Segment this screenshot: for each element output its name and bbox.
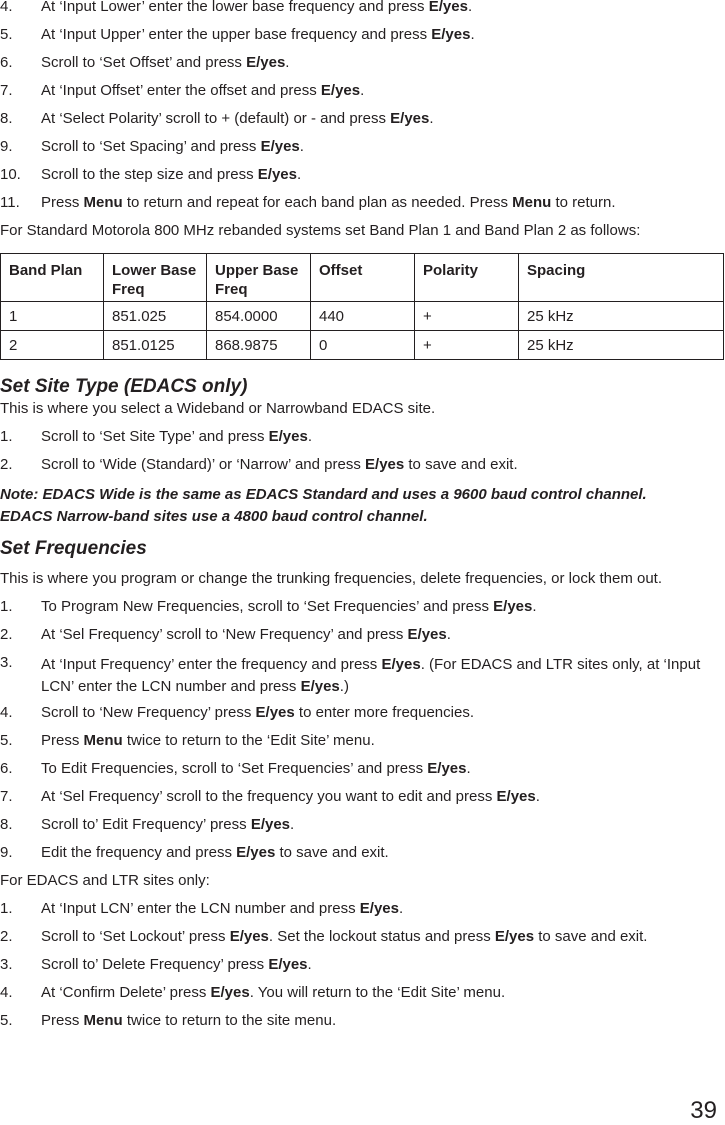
list-item: 5. At ‘Input Upper’ enter the upper base frequency and press E/yes. [0,26,475,43]
table-row [1,302,724,331]
column-header: Upper Base Freq [207,254,311,302]
list-item: 4. At ‘Confirm Delete’ press E/yes. You will return to the ‘Edit Site’ menu. [0,984,506,1001]
table-cell: 25 kHz [519,302,724,331]
list-item: 5. Press Menu twice to return to the ‘Edit Site’ menu. [0,732,375,749]
list-item: 1. At ‘Input LCN’ enter the LCN number and press E/yes. [0,900,404,917]
column-header: Spacing [519,254,724,302]
list-item: 3. At ‘Input Frequency’ enter the frequency and press E/yes. (For EDACS and LTR sites only, at ‘Input LCN’ enter the LCN number and press E/yes.) [0,654,701,695]
ltr-intro: For EDACS and LTR sites only: [0,872,210,889]
standard-note: For Standard Motorola 800 MHz rebanded systems set Band Plan 1 and Band Plan 2 as follows: [0,222,641,239]
site-type-intro: This is where you select a Wideband or Narrowband EDACS site. [0,400,436,417]
section-heading-site-type: Set Site Type (EDACS only) [0,376,248,397]
list-item: 7. At ‘Sel Frequency’ scroll to the frequency you want to edit and press E/yes. [0,788,540,805]
table-cell: 25 kHz [519,331,724,360]
list-item: 1. To Program New Frequencies, scroll to ‘Set Frequencies’ and press E/yes. [0,598,537,615]
list-item: 6. Scroll to ‘Set Offset’ and press E/yes. [0,54,290,71]
list-item: 8. At ‘Select Polarity’ scroll to + (default) or - and press E/yes. [0,110,434,127]
list-item: 3. Scroll to’ Delete Frequency’ press E/yes. [0,956,312,973]
section-heading-frequencies: Set Frequencies [0,538,147,559]
table-cell: + [415,331,519,360]
list-item: 4. Scroll to ‘New Frequency’ press E/yes to enter more frequencies. [0,704,474,721]
table-cell: 868.9875 [207,331,311,360]
list-item: 9. Scroll to ‘Set Spacing’ and press E/yes. [0,138,304,155]
page-number: 39 [690,1097,717,1124]
band-plan-table [0,253,724,360]
list-item: 11. Press Menu to return and repeat for each band plan as needed. Press Menu to return. [0,194,616,211]
list-item: 10. Scroll to the step size and press E/yes. [0,166,302,183]
list-item: 1. Scroll to ‘Set Site Type’ and press E/yes. [0,428,312,445]
table-cell: + [415,302,519,331]
list-item: 8. Scroll to’ Edit Frequency’ press E/yes. [0,816,295,833]
table-cell: 851.0125 [104,331,207,360]
column-header: Lower Base Freq [104,254,207,302]
table-header-row [1,254,724,302]
table-cell: 0 [311,331,415,360]
list-item: 9. Edit the frequency and press E/yes to save and exit. [0,844,389,861]
table-row [1,331,724,360]
list-item: 2. At ‘Sel Frequency’ scroll to ‘New Frequency’ and press E/yes. [0,626,451,643]
column-header: Band Plan [1,254,104,302]
frequencies-intro: This is where you program or change the trunking frequencies, delete frequencies, or lock them out. [0,570,663,587]
list-item: 5. Press Menu twice to return to the site menu. [0,1012,337,1029]
table-cell: 1 [1,302,104,331]
list-item: 7. At ‘Input Offset’ enter the offset and press E/yes. [0,82,365,99]
table-cell: 854.0000 [207,302,311,331]
column-header: Offset [311,254,415,302]
list-item: 6. To Edit Frequencies, scroll to ‘Set Frequencies’ and press E/yes. [0,760,471,777]
table-cell: 2 [1,331,104,360]
list-item: 2. Scroll to ‘Set Lockout’ press E/yes. Set the lockout status and press E/yes to save and exit. [0,928,648,945]
table-cell: 851.025 [104,302,207,331]
table-cell: 440 [311,302,415,331]
edacs-note: Note: EDACS Wide is the same as EDACS Standard and uses a 9600 baud control channel. EDACS Narrow-band sites use a 4800 baud control channel. [0,486,647,525]
column-header: Polarity [415,254,519,302]
list-item: 2. Scroll to ‘Wide (Standard)’ or ‘Narrow’ and press E/yes to save and exit. [0,456,518,473]
list-item: 4. At ‘Input Lower’ enter the lower base frequency and press E/yes. [0,0,473,15]
